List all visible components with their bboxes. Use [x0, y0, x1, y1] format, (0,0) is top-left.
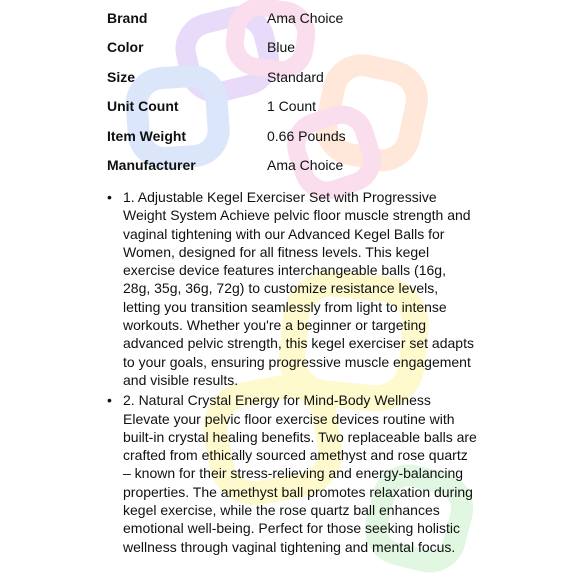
feature-bullet-item [105, 391, 477, 556]
spec-value: Ama Choice [267, 10, 344, 26]
spec-label: Manufacturer [107, 156, 196, 173]
spec-label: Unit Count [107, 98, 179, 115]
feature-bullet-item [105, 188, 477, 389]
feature-bullet-text: 2. Natural Crystal Energy for Mind-Body Wellness Elevate your pelvic floor exercise devices routine with built-in crystal healing benefits. Two replaceable balls are crafted from ethically sourced amethyst and rose quartz – known for their stress-relieving and energy-balancing properties. The amethyst ball promotes relaxation during kegel exercise, while the rose quartz ball enhances emotional well-being. Perfect for those seeking holistic wellness through vaginal tightening and mental focus. [123, 392, 477, 555]
spec-value: Standard [267, 68, 324, 85]
spec-label: Brand [107, 10, 148, 26]
feature-bullet-list [105, 188, 477, 558]
spec-value: 0.66 Pounds [267, 127, 346, 144]
spec-label: Size [107, 68, 136, 85]
spec-value: 1 Count [267, 98, 317, 115]
spec-value: Ama Choice [267, 156, 344, 173]
spec-label: Item Weight [107, 127, 187, 144]
spec-label: Color [107, 39, 144, 56]
spec-value: Blue [267, 39, 296, 56]
kegel-ball-shape-purple [180, 11, 275, 98]
bullet-dot-icon: • [107, 392, 112, 409]
feature-bullet-text: 1. Adjustable Kegel Exerciser Set with Progressive Weight System Achieve pelvic floor muscle strength and vaginal tightening with our Advanced Kegel Balls for Women, designed for all fitness levels. This kegel exercise device features interchangeable balls (16g, 28g, 35g, 36g, 72g) to customize resistance levels, letting you transition seamlessly from light to intense workouts. Whether you're a beginner or targeting advanced pelvic strength, this kegel exerciser set adapts to your goals, ensuring progressive muscle engagement and visible results. [123, 189, 474, 388]
bullet-dot-icon: • [107, 189, 112, 205]
